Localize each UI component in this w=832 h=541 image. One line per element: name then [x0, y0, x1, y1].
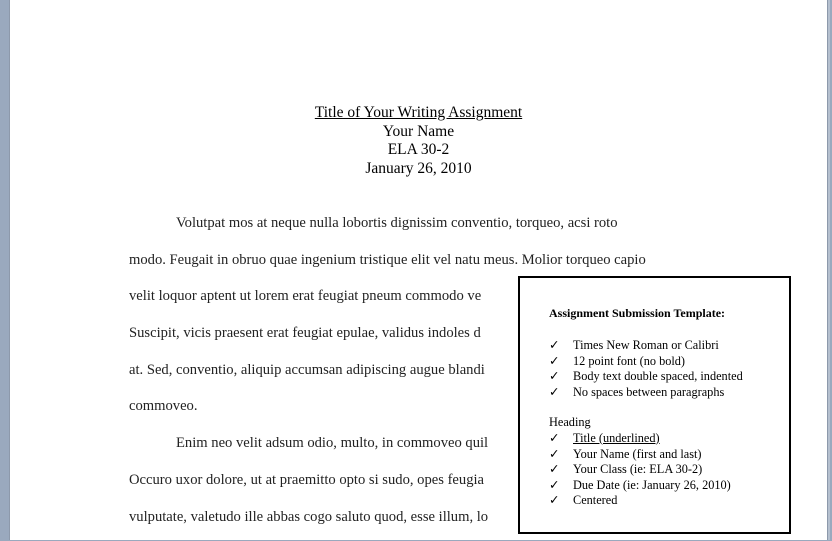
body-line: velit loquor aptent ut lorem erat feugiat pneum commodo ve [129, 284, 709, 321]
checklist-item: ✓ Your Class (ie: ELA 30-2) [549, 462, 731, 478]
check-icon: ✓ [549, 338, 573, 354]
checklist-item: ✓ 12 point font (no bold) [549, 354, 743, 370]
template-callout-box [518, 276, 791, 534]
body-line: Occuro uxor dolore, ut at praemitto opto si sudo, opes feugia [129, 468, 709, 505]
assignment-date: January 26, 2010 [10, 160, 827, 179]
check-icon: ✓ [549, 462, 573, 478]
body-line: at. Sed, conventio, aliquip accumsan adipiscing augue blandi [129, 358, 709, 395]
checklist-item: ✓ Body text double spaced, indented [549, 369, 743, 385]
check-icon: ✓ [549, 478, 573, 494]
body-line: Volutpat mos at neque nulla lobortis dignissim conventio, torqueo, acsi roto [129, 211, 709, 248]
check-icon: ✓ [549, 493, 573, 509]
body-line: vulputate, valetudo ille abbas cogo saluto quod, esse illum, lo [129, 505, 709, 541]
heading-block [10, 104, 827, 178]
heading-checklist [549, 431, 731, 509]
class-name: ELA 30-2 [10, 141, 827, 160]
checklist-item: ✓ Times New Roman or Calibri [549, 338, 743, 354]
check-icon: ✓ [549, 369, 573, 385]
checklist-item: ✓ Title (underlined) [549, 431, 731, 447]
callout-title: Assignment Submission Template: [549, 306, 725, 321]
document-page [9, 0, 828, 540]
checklist-item: ✓ No spaces between paragraphs [549, 385, 743, 401]
checklist-item: ✓ Your Name (first and last) [549, 447, 731, 463]
body-line: Enim neo velit adsum odio, multo, in commoveo quil [129, 431, 709, 468]
heading-label: Heading [549, 415, 591, 430]
checklist-item: ✓ Due Date (ie: January 26, 2010) [549, 478, 731, 494]
author-name: Your Name [10, 123, 827, 142]
assignment-title: Title of Your Writing Assignment [10, 104, 827, 123]
body-line: Suscipit, vicis praesent erat feugiat epulae, validus indoles d [129, 321, 709, 358]
body-line: modo. Feugait in obruo quae ingenium tristique elit vel natu meus. Molior torqueo capio [129, 248, 709, 285]
body-line: commoveo. [129, 394, 709, 431]
checklist-item: ✓ Centered [549, 493, 731, 509]
check-icon: ✓ [549, 447, 573, 463]
format-checklist [549, 338, 743, 400]
check-icon: ✓ [549, 431, 573, 447]
check-icon: ✓ [549, 385, 573, 401]
check-icon: ✓ [549, 354, 573, 370]
